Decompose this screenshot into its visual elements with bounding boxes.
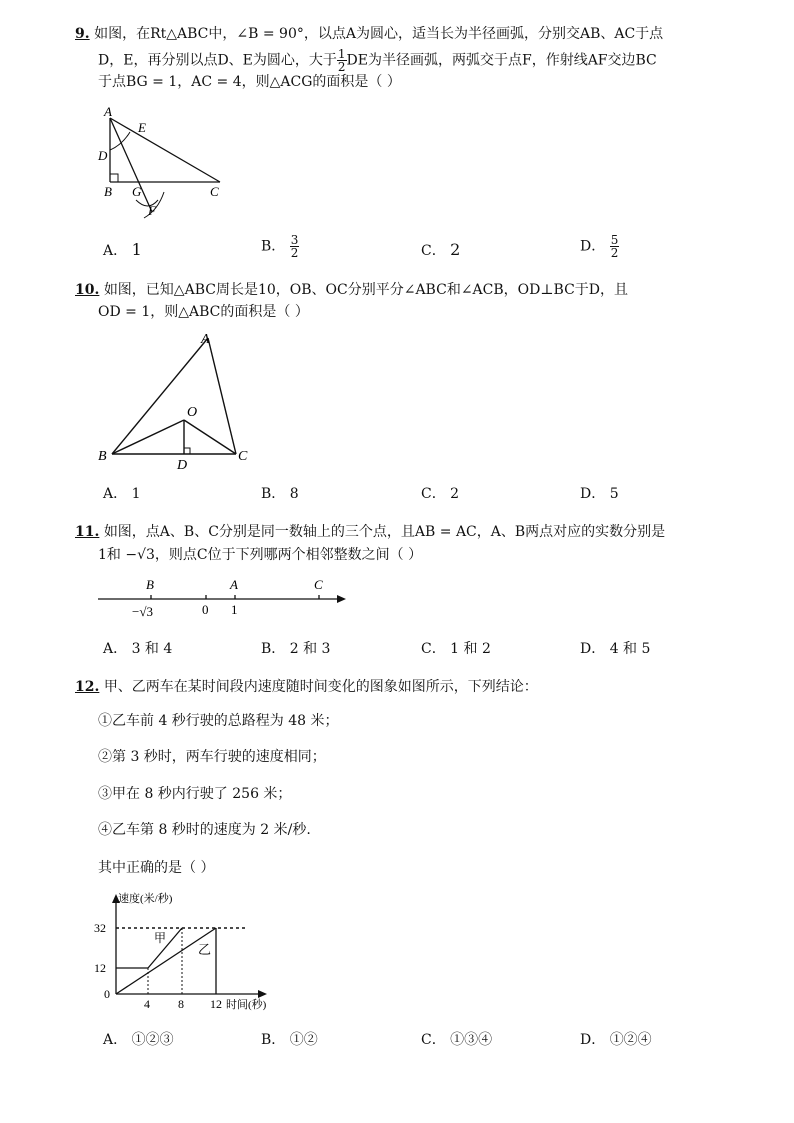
q10-option-a-value: 1 [131, 486, 141, 502]
q12-option-a-letter: A． [103, 1032, 128, 1048]
q12-text-1: 甲、乙两车在某时间段内速度随时间变化的图象如图所示，下列结论： [103, 679, 538, 695]
q9-option-b-fraction: $\frac{3}{2}$ [290, 233, 299, 260]
q10-segment-ob [112, 420, 184, 454]
q12-option-b-value: ①② [289, 1032, 318, 1048]
q10-label-o: O [187, 405, 198, 420]
q11-option-a[interactable] [103, 639, 172, 659]
q9-option-d-fraction: $\frac{5}{2}$ [610, 233, 619, 260]
q12-label-jia: 甲 [154, 931, 167, 945]
q9-triangle-figure [92, 100, 232, 220]
q9-text-3: 于点BG = 1，AC = 4，则△ACG的面积是（ ） [98, 74, 401, 90]
q11-option-b[interactable] [261, 639, 330, 659]
q9-option-c[interactable] [421, 240, 460, 261]
q9-right-angle [110, 174, 118, 182]
q12-statement-2: ②第 3 秒时，两车行驶的速度相同； [98, 749, 326, 765]
q9-option-b-letter: B． [261, 238, 286, 255]
q12-option-a[interactable] [103, 1030, 174, 1050]
q12-option-d[interactable] [580, 1030, 652, 1050]
q12-line1 [75, 677, 538, 697]
q9-option-a-letter: A． [103, 243, 128, 259]
q10-side-ab [112, 338, 208, 454]
q10-label-d: D [177, 458, 188, 472]
q12-label-yi: 乙 [198, 942, 212, 957]
q10-option-a[interactable] [103, 484, 141, 504]
q9-option-a[interactable] [103, 240, 142, 261]
q12-ytick-12: 12 [94, 961, 106, 975]
q10-option-c-value: 2 [450, 486, 460, 502]
q12-x-axis-arrow [258, 990, 267, 998]
q9-text-2b: DE为半径画弧，两弧交于点F，作射线AF交边BC [346, 52, 657, 69]
q9-line2 [98, 48, 657, 73]
q9-label-e: E [138, 120, 146, 135]
q11-option-d-letter: D． [580, 641, 606, 657]
q9-option-c-value: 2 [450, 240, 461, 259]
q11-line1 [75, 522, 665, 542]
q11-label-a: A [230, 577, 238, 592]
q11-label-c: C [314, 577, 323, 592]
q10-option-d[interactable] [580, 484, 619, 504]
q11-label-one: 1 [231, 602, 238, 617]
q9-label-a: A [104, 104, 112, 119]
q10-triangle-figure [90, 326, 260, 472]
q11-text-2: 1和 −√3，则点C位于下列哪两个相邻整数之间（ ） [98, 547, 423, 563]
q11-option-d[interactable] [580, 639, 650, 659]
q9-number: 9. [75, 26, 90, 42]
q10-label-b: B [98, 449, 107, 464]
q12-xtick-12: 12 [210, 997, 222, 1011]
q10-option-c-letter: C． [421, 486, 446, 502]
q12-option-d-letter: D． [580, 1032, 606, 1048]
q12-option-c-letter: C． [421, 1032, 446, 1048]
q10-segment-oc [184, 420, 236, 454]
q11-option-c[interactable] [421, 639, 491, 659]
q9-fraction-half: $\frac{1}{2}$ [337, 47, 346, 74]
q12-xtick-4: 4 [144, 997, 150, 1011]
q9-text-2: D，E，再分别以点D、E为圆心，大于 [98, 52, 337, 69]
q10-line2 [98, 302, 309, 322]
q10-text-1: 如图，已知△ABC周长是10，OB、OC分别平分∠ABC和∠ACB，OD⊥BC于D，且 [103, 282, 629, 298]
q10-option-a-letter: A． [103, 486, 128, 502]
q10-label-c: C [238, 449, 248, 464]
q11-text-1: 如图，点A、B、C分别是同一数轴上的三个点，且AB = AC，A、B两点对应的实数分别是 [103, 524, 666, 540]
q9-line1 [75, 24, 663, 44]
q11-option-b-letter: B． [261, 641, 286, 657]
q12-option-d-value: ①②④ [609, 1032, 652, 1048]
q11-option-a-letter: A． [103, 641, 128, 657]
q9-option-a-value: 1 [131, 240, 142, 259]
q11-option-d-value: 4 和 5 [609, 641, 651, 657]
q12-ytick-0: 0 [104, 987, 110, 1001]
q12-speed-chart [92, 890, 292, 1014]
q12-option-b-letter: B． [261, 1032, 286, 1048]
q9-option-d-letter: D． [580, 238, 606, 255]
q10-side-ac [208, 338, 236, 454]
q10-option-c[interactable] [421, 484, 459, 504]
q10-option-b[interactable] [261, 484, 299, 504]
q12-option-b[interactable] [261, 1030, 318, 1050]
q11-number: 11. [75, 524, 100, 540]
q12-option-c-value: ①③④ [450, 1032, 493, 1048]
q12-xlabel: 时间(秒) [226, 999, 267, 1011]
q11-number-line [92, 574, 354, 622]
q10-label-a: A [201, 332, 210, 347]
q9-label-d: D [98, 148, 108, 163]
q11-line2 [98, 545, 422, 565]
q9-label-b: B [104, 184, 112, 199]
q12-ytick-32: 32 [94, 921, 106, 935]
q12-ask: 其中正确的是（ ） [98, 860, 215, 876]
q10-option-b-letter: B． [261, 486, 286, 502]
q9-option-d[interactable] [580, 234, 619, 259]
q10-text-2: OD = 1，则△ABC的面积是（ ） [98, 304, 309, 320]
q12-option-a-value: ①②③ [131, 1032, 174, 1048]
q12-statement-1: ①乙车前 4 秒行驶的总路程为 48 米； [98, 713, 339, 729]
q12-option-c[interactable] [421, 1030, 492, 1050]
q11-label-zero: 0 [202, 602, 209, 617]
q9-line3 [98, 72, 401, 92]
q9-text-1: 如图，在Rt△ABC中，∠B = 90°，以点A为圆心，适当长为半径画弧，分别交AB、AC于点 [94, 26, 664, 42]
q11-label-neg-sqrt3: −√3 [132, 604, 153, 619]
q9-label-c: C [210, 184, 219, 199]
q10-right-angle [184, 448, 190, 454]
q10-option-b-value: 8 [289, 486, 299, 502]
q11-option-a-value: 3 和 4 [131, 641, 173, 657]
q9-side-ac [110, 118, 220, 182]
q10-option-d-value: 5 [609, 486, 619, 502]
q9-option-c-letter: C． [421, 243, 446, 259]
q10-number: 10. [75, 282, 100, 298]
q11-label-b: B [146, 577, 154, 592]
q12-statement-4: ④乙车第 8 秒时的速度为 2 米/秒. [98, 822, 311, 838]
q12-ylabel: 速度(米/秒) [118, 893, 173, 905]
q11-option-c-letter: C． [421, 641, 446, 657]
q12-statement-3: ③甲在 8 秒内行驶了 256 米； [98, 786, 292, 802]
q11-option-b-value: 2 和 3 [289, 641, 331, 657]
q10-line1 [75, 280, 628, 300]
q11-axis-arrow [337, 595, 346, 603]
q12-xtick-8: 8 [178, 997, 184, 1011]
q12-number: 12. [75, 679, 100, 695]
q9-label-f: F [148, 203, 156, 218]
q10-option-d-letter: D． [580, 486, 606, 502]
q11-option-c-value: 1 和 2 [450, 641, 491, 657]
q9-label-g: G [132, 184, 142, 199]
q9-option-b[interactable] [261, 234, 299, 259]
